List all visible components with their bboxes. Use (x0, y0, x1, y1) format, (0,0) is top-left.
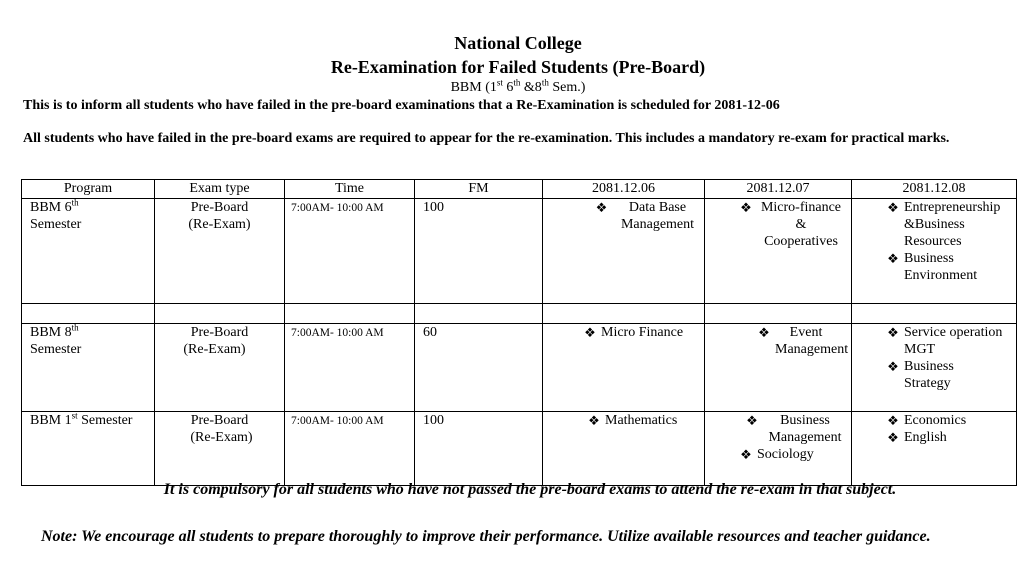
compulsory-notice: It is compulsory for all students who have not passed the pre-board exams to attend the re-exam in that subject. (163, 481, 897, 498)
list-item: ❖ Entrepreneurship &Business Resources (882, 199, 1016, 250)
header-time: Time (285, 180, 415, 199)
program-line: BBM (1st 6th &8th Sem.) (450, 77, 586, 95)
exam-type-cell: Pre-Board (Re-Exam) (155, 324, 285, 412)
inform-text: This is to inform all students who have failed in the pre-board examinations that a Re-Examination is scheduled for 2081-12-06 (23, 98, 780, 113)
header-date-3: 2081.12.08 (852, 180, 1017, 199)
diamond-bullet-icon: ❖ (887, 200, 899, 215)
date-1-cell (543, 199, 705, 304)
list-item: ❖ Micro-finance & Cooperatives (735, 199, 851, 250)
intro-text: All students who have failed in the pre-board exams are required to appear for the re-examination. This includes a mandatory re-exam for practical marks. (23, 131, 950, 146)
list-item: ❖ Economics (882, 412, 1016, 429)
diamond-bullet-icon: ❖ (588, 413, 600, 428)
list-item: ❖ Micro Finance (579, 324, 704, 341)
diamond-bullet-icon: ❖ (740, 200, 752, 215)
diamond-bullet-icon: ❖ (887, 359, 899, 374)
diamond-bullet-icon: ❖ (887, 413, 899, 428)
list-item: ❖ Data Base Management (589, 199, 704, 233)
fm-cell: 60 (415, 324, 543, 412)
header-date-1: 2081.12.06 (543, 180, 705, 199)
list-item: ❖ Event Management (753, 324, 851, 358)
time-cell: 7:00AM- 10:00 AM (285, 199, 415, 304)
exam-type-cell: Pre-Board (Re-Exam) (155, 199, 285, 304)
list-item: ❖ English (882, 429, 1016, 446)
diamond-bullet-icon: ❖ (595, 200, 608, 215)
diamond-bullet-icon: ❖ (887, 251, 899, 266)
table-header-row (22, 180, 1017, 199)
document-title: Re-Examination for Failed Students (Pre-Board) (330, 57, 706, 77)
list-item: ❖ Business Environment (882, 250, 1016, 284)
header-program: Program (22, 180, 155, 199)
date-2-cell (705, 324, 852, 412)
time-cell: 7:00AM- 10:00 AM (285, 324, 415, 412)
date-2-cell (705, 412, 852, 486)
diamond-bullet-icon: ❖ (740, 447, 752, 462)
header-date-2: 2081.12.07 (705, 180, 852, 199)
diamond-bullet-icon: ❖ (758, 325, 770, 340)
exam-schedule-table (21, 179, 1017, 486)
list-item: ❖ Sociology (735, 446, 851, 463)
header-fm: FM (415, 180, 543, 199)
list-item: ❖ Business Management (741, 412, 851, 446)
fm-cell: 100 (415, 199, 543, 304)
date-3-cell (852, 324, 1017, 412)
exam-type-cell: Pre-Board (Re-Exam) (155, 412, 285, 486)
list-item: ❖ Mathematics (583, 412, 704, 429)
list-item: ❖ Service operation MGT (882, 324, 1016, 358)
table-row (22, 199, 1017, 304)
note-text: Note: We encourage all students to prepare thoroughly to improve their performance. Utilize available resources and teacher guidance. (41, 528, 931, 545)
date-1-cell (543, 412, 705, 486)
diamond-bullet-icon: ❖ (746, 413, 758, 428)
empty-row (22, 304, 1017, 324)
diamond-bullet-icon: ❖ (887, 325, 899, 340)
table-row (22, 324, 1017, 412)
program-cell: BBM 6th Semester (22, 199, 155, 304)
date-1-cell (543, 324, 705, 412)
time-cell: 7:00AM- 10:00 AM (285, 412, 415, 486)
table-row (22, 412, 1017, 486)
college-name: National College (454, 33, 582, 53)
fm-cell: 100 (415, 412, 543, 486)
date-3-cell (852, 412, 1017, 486)
diamond-bullet-icon: ❖ (584, 325, 596, 340)
program-cell: BBM 1st Semester (22, 412, 155, 486)
date-2-cell (705, 199, 852, 304)
diamond-bullet-icon: ❖ (887, 430, 899, 445)
program-cell: BBM 8th Semester (22, 324, 155, 412)
header-exam-type: Exam type (155, 180, 285, 199)
date-3-cell (852, 199, 1017, 304)
list-item: ❖ Business Strategy (882, 358, 1016, 392)
